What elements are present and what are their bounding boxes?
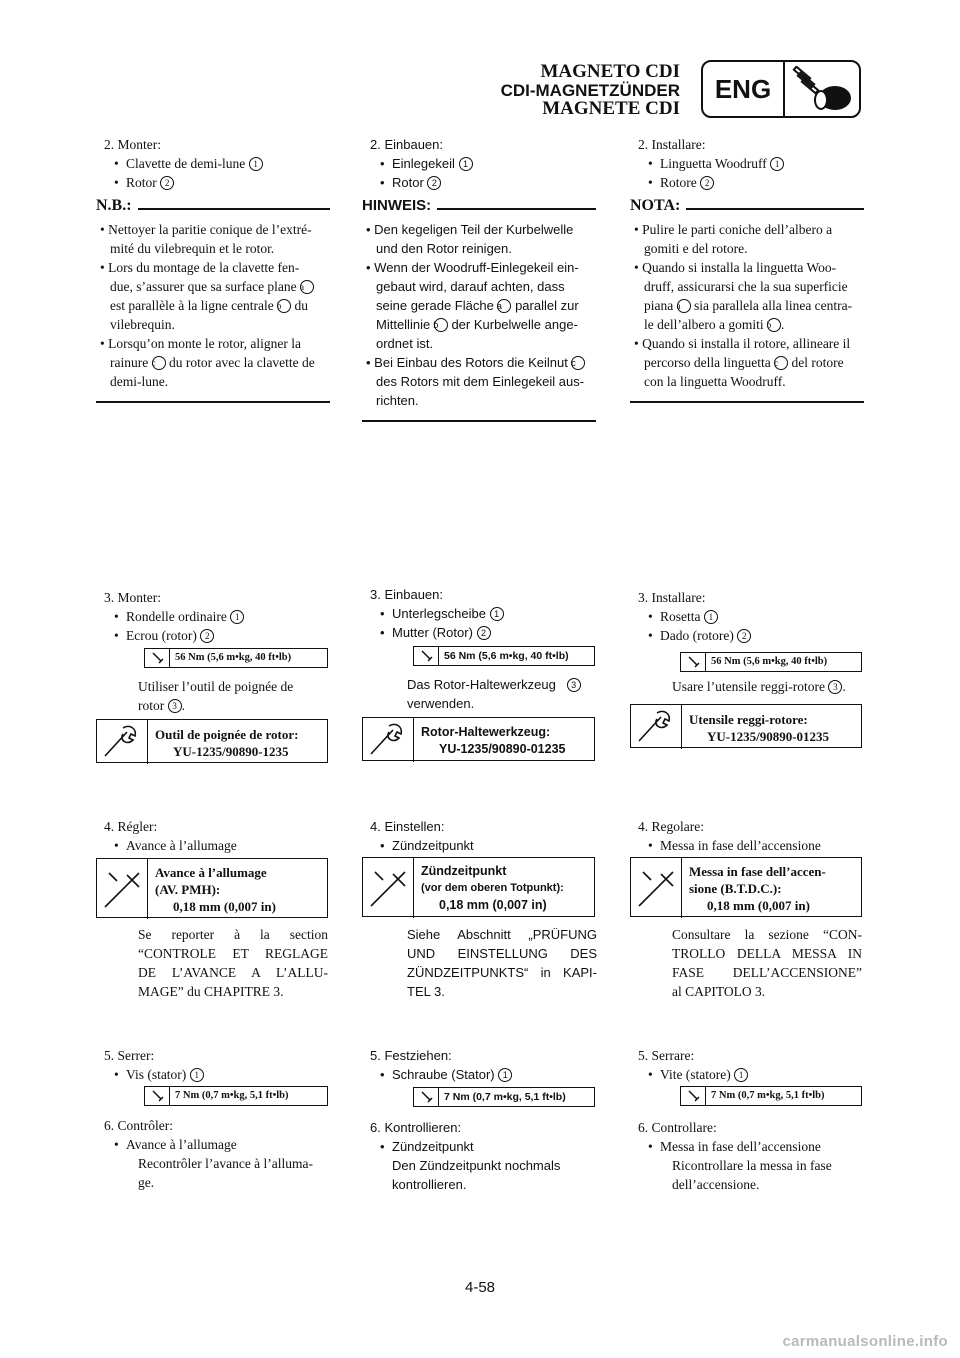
ref-circle: b <box>767 318 781 332</box>
torque-wrench-icon <box>420 1090 434 1104</box>
ref-circle: 1 <box>770 157 784 171</box>
ref-circle: 2 <box>427 176 441 190</box>
ref-circle: 1 <box>704 610 718 624</box>
de-spec-line: (vor dem oberen Totpunkt): <box>421 882 564 894</box>
fr-step6 <box>92 1116 330 1192</box>
de-step5-item1: • Schraube (Stator) 1 <box>358 1065 596 1084</box>
de-spec-value: 0,18 mm (0,007 in) <box>439 898 547 912</box>
it-step6-title: 6. Controllare: <box>638 1120 717 1135</box>
ref-circle: a <box>300 280 314 294</box>
de-step3-text <box>407 675 597 713</box>
it-step5-title: 5. Serrare: <box>638 1048 695 1063</box>
it-step4-text-line: FASE DELL’ACCENSIONE” <box>672 965 862 980</box>
it-step3-item2: • Dado (rotore) 2 <box>626 626 864 645</box>
de-step2-item2: • Rotor 2 <box>358 173 596 192</box>
it-step5 <box>626 1046 864 1084</box>
de-step4-text-line: Siehe Abschnitt „PRÜFUNG <box>407 927 597 942</box>
it-step4-text-line: TROLLO DELLA MESSA IN <box>672 946 862 961</box>
it-note-heading: NOTA: <box>626 196 864 220</box>
torque-wrench-icon <box>687 1089 701 1103</box>
de-note-heading: HINWEIS: <box>358 196 596 220</box>
fr-spec-value: 0,18 mm (0,007 in) <box>173 899 276 914</box>
ref-circle: 3 <box>828 680 842 694</box>
fr-step3-title: 3. Monter: <box>104 590 161 605</box>
it-tool-name: Utensile reggi-rotore: <box>689 712 808 727</box>
it-step3-text-line: Usare l’utensile reggi-rotore 3 . <box>672 679 846 694</box>
adjustment-spec-icon <box>631 858 682 918</box>
fr-step6-text: Recontrôler l’avance à l’alluma- <box>138 1156 314 1171</box>
fr-torque-spec-2: 7 Nm (0,7 m•kg, 5,1 ft•lb) <box>144 1086 328 1106</box>
de-step2-item1: • Einlegekeil 1 <box>358 154 596 173</box>
fr-spec-line: (AV. PMH): <box>155 882 221 897</box>
ref-circle: a <box>497 299 511 313</box>
it-step2-item1: • Linguetta Woodruff 1 <box>626 154 864 173</box>
de-spec-box <box>362 857 595 917</box>
ref-circle: 1 <box>734 1068 748 1082</box>
it-step3-text <box>672 677 862 696</box>
watermark: carmanualsonline.info <box>782 1333 948 1350</box>
de-step6-item1: • Zündzeitpunkt <box>358 1137 596 1156</box>
ref-circle: 2 <box>737 629 751 643</box>
it-step4 <box>626 817 864 855</box>
de-note-end-rule <box>362 420 596 422</box>
de-step6 <box>358 1118 596 1194</box>
fr-special-tool-box <box>96 719 328 763</box>
fr-note2: • Lors du montage de la clavette fen- due, s’assurer que sa surface plane a est parallèle à la ligne centrale b du vilebrequin. <box>92 258 330 334</box>
de-step6-text: kontrollieren. <box>392 1177 467 1192</box>
it-step6-item1: • Messa in fase dell’accensione <box>626 1137 864 1156</box>
de-step6-text: Den Zündzeitpunkt nochmals <box>392 1158 561 1173</box>
it-torque-spec-1: 56 Nm (5,6 m•kg, 40 ft•lb) <box>680 652 862 672</box>
ref-circle: c <box>774 356 788 370</box>
it-step4-item1: • Messa in fase dell’accensione <box>626 836 864 855</box>
special-tool-icon <box>363 718 414 762</box>
title-de: CDI-MAGNETZÜNDER <box>500 81 680 100</box>
fr-spec-box <box>96 858 328 918</box>
special-tool-icon <box>97 720 148 764</box>
fr-tool-number: YU-1235/90890-1235 <box>173 744 289 759</box>
de-step3-item2: • Mutter (Rotor) 2 <box>358 623 596 642</box>
it-step4-text-line: Consultare la sezione “CON- <box>672 927 862 942</box>
de-step3-text-line: verwenden. <box>407 696 475 711</box>
adjustment-spec-icon <box>97 859 148 919</box>
ref-circle: b <box>434 318 448 332</box>
fr-step5-item1: • Vis (stator) 1 <box>92 1065 330 1084</box>
it-step3 <box>626 588 864 645</box>
fr-tool-name: Outil de poignée de rotor: <box>155 727 299 742</box>
fr-note3: • Lorsqu’on monte le rotor, aligner la rainure c du rotor avec la clavette de demi-lune. <box>100 336 315 389</box>
de-tool-number: YU-1235/90890-01235 <box>439 742 566 756</box>
ref-circle: a <box>677 299 691 313</box>
column-de-top <box>358 135 596 422</box>
it-note2: • Quando si installa la linguetta Woo- druff, assicurarsi che la sua superficie piana a sia parallela alla linea centra- le dell’albero a gomiti b . <box>634 260 853 332</box>
it-step5-item1: • Vite (statore) 1 <box>626 1065 864 1084</box>
fr-step5-title: 5. Serrer: <box>104 1048 155 1063</box>
de-step5 <box>358 1046 596 1084</box>
fr-note1: • Nettoyer la paritie conique de l’extré- mité du vilebrequin et le rotor. <box>100 222 312 256</box>
fr-step3-text-line: Utiliser l’outil de poignée de <box>138 679 294 694</box>
it-spec-value: 0,18 mm (0,007 in) <box>707 898 810 913</box>
fr-spec-line: Avance à l’allumage <box>155 865 267 880</box>
it-step6 <box>626 1118 864 1194</box>
it-torque-spec-2: 7 Nm (0,7 m•kg, 5,1 ft•lb) <box>680 1086 862 1106</box>
it-tool-number: YU-1235/90890-01235 <box>707 729 830 744</box>
it-step4-title: 4. Regolare: <box>638 819 704 834</box>
fr-step3-text-line: rotor 3 . <box>138 698 185 713</box>
de-note1: • Den kegeligen Teil der Kurbelwelle und den Rotor reinigen. <box>366 222 574 256</box>
it-step3-title: 3. Installare: <box>638 590 706 605</box>
adjustment-spec-icon <box>363 858 414 918</box>
ref-circle: 3 <box>168 699 182 713</box>
de-spec-line: Zündzeitpunkt <box>421 864 507 878</box>
it-step4-text-line: al CAPITOLO 3. <box>672 984 766 999</box>
de-step4-title: 4. Einstellen: <box>370 819 445 834</box>
it-step6-text: dell’accensione. <box>672 1177 760 1192</box>
de-torque-spec-1: 56 Nm (5,6 m•kg, 40 ft•lb) <box>413 646 595 666</box>
de-step4-item1: • Zündzeitpunkt <box>358 836 596 855</box>
ref-circle: 1 <box>190 1068 204 1082</box>
de-step3-title: 3. Einbauen: <box>370 587 444 602</box>
it-note-end-rule <box>630 401 864 403</box>
it-note1: • Pulire le parti coniche dell’albero a gomiti e del rotore. <box>634 222 833 256</box>
it-spec-box <box>630 857 862 917</box>
ref-circle: 2 <box>160 176 174 190</box>
it-step6-text: Ricontrollare la messa in fase <box>672 1158 832 1173</box>
fr-step6-text: ge. <box>138 1175 155 1190</box>
de-step4-text-line: UND EINSTELLUNG DES <box>407 946 597 961</box>
it-step3-item1: • Rosetta 1 <box>626 607 864 626</box>
fr-step4-text-line: Se reporter à la section <box>138 927 328 942</box>
fr-step6-title: 6. Contrôler: <box>104 1118 173 1133</box>
ref-circle: 1 <box>230 610 244 624</box>
it-spec-line: sione (B.T.D.C.): <box>689 881 782 896</box>
torque-wrench-icon <box>687 655 701 669</box>
de-step6-title: 6. Kontrollieren: <box>370 1120 462 1135</box>
ref-circle: 1 <box>498 1068 512 1082</box>
fr-step6-item1: • Avance à l’allumage <box>92 1135 330 1154</box>
it-special-tool-box <box>630 704 862 748</box>
fr-step3-text <box>138 677 328 715</box>
fr-step4-title: 4. Régler: <box>104 819 158 834</box>
fr-step3-item2: • Ecrou (rotor) 2 <box>92 626 330 645</box>
it-note3: • Quando si installa il rotore, allineare il percorso della linguetta c del rotore con la linguetta Woodruff. <box>634 336 851 389</box>
de-step4-text-line: ZÜNDZEITPUNKTS“ in KAPI- <box>407 965 597 980</box>
fr-step4-item1: • Avance à l’allumage <box>92 836 330 855</box>
fr-step3 <box>92 588 330 645</box>
ref-circle: 2 <box>477 626 491 640</box>
column-fr-top <box>92 135 330 403</box>
fr-step3-item1: • Rondelle ordinaire 1 <box>92 607 330 626</box>
de-note3: • Bei Einbau des Rotors die Keilnut c des Rotors mit dem Einlegekeil aus- richten. <box>366 355 585 408</box>
ref-circle: 1 <box>490 607 504 621</box>
de-step4-text <box>407 925 597 1001</box>
ref-circle: 3 <box>567 678 581 692</box>
title-fr: MAGNETO CDI <box>540 61 680 82</box>
fr-step4-text-line: MAGE” du CHAPITRE 3. <box>138 984 284 999</box>
fr-step5 <box>92 1046 330 1084</box>
de-tool-name: Rotor-Haltewerkzeug: <box>421 725 551 739</box>
fr-torque-spec-1: 56 Nm (5,6 m•kg, 40 ft•lb) <box>144 648 328 668</box>
ref-circle: 2 <box>200 629 214 643</box>
column-it-top <box>626 135 864 403</box>
de-step4 <box>358 817 596 855</box>
ref-circle: c <box>152 356 166 370</box>
ref-circle: 1 <box>459 157 473 171</box>
torque-wrench-icon <box>151 1089 165 1103</box>
de-step2-title: 2. Einbauen: <box>370 137 444 152</box>
fr-step4-text-line: “CONTROLE ET REGLAGE <box>138 946 328 961</box>
de-torque-spec-2: 7 Nm (0,7 m•kg, 5,1 ft•lb) <box>413 1087 595 1107</box>
fr-step4 <box>92 817 330 855</box>
it-step2-title: 2. Installare: <box>638 137 706 152</box>
ref-circle: 1 <box>249 157 263 171</box>
title-it: MAGNETE CDI <box>542 98 680 119</box>
engine-piston-icon <box>787 66 857 114</box>
fr-note-end-rule <box>96 401 330 403</box>
ref-circle: b <box>277 299 291 313</box>
de-step5-title: 5. Festziehen: <box>370 1048 452 1063</box>
section-badge-label: ENG <box>703 62 785 116</box>
fr-note-heading: N.B.: <box>92 196 330 220</box>
torque-wrench-icon <box>420 649 434 663</box>
de-step4-text-line: TEL 3. <box>407 984 445 999</box>
ref-circle: c <box>571 356 585 370</box>
fr-step4-text-line: DE L’AVANCE A L’ALLU- <box>138 965 328 980</box>
de-step3 <box>358 585 596 642</box>
ref-circle: 2 <box>700 176 714 190</box>
de-step3-item1: • Unterlegscheibe 1 <box>358 604 596 623</box>
fr-step2-title: 2. Monter: <box>104 137 161 152</box>
it-step2-item2: • Rotore 2 <box>626 173 864 192</box>
fr-step4-text <box>138 925 328 1001</box>
it-spec-line: Messa in fase dell’accen- <box>689 864 826 879</box>
page-number: 4-58 <box>464 1279 496 1296</box>
torque-wrench-icon <box>151 651 165 665</box>
it-step4-text <box>672 925 862 1001</box>
de-note2: • Wenn der Woodruff-Einlegekeil ein- gebaut wird, darauf achten, dass seine gerade Fläche a parallel zur Mittellinie b der Kurbelwelle ange- ordnet ist. <box>366 260 579 351</box>
section-badge <box>701 60 861 118</box>
de-step3-text-line: Das Rotor-Haltewerkzeug 3 <box>407 675 597 694</box>
fr-step2-item2: • Rotor 2 <box>92 173 330 192</box>
fr-step2-item1: • Clavette de demi-lune 1 <box>92 154 330 173</box>
special-tool-icon <box>631 705 682 749</box>
de-special-tool-box <box>362 717 595 761</box>
